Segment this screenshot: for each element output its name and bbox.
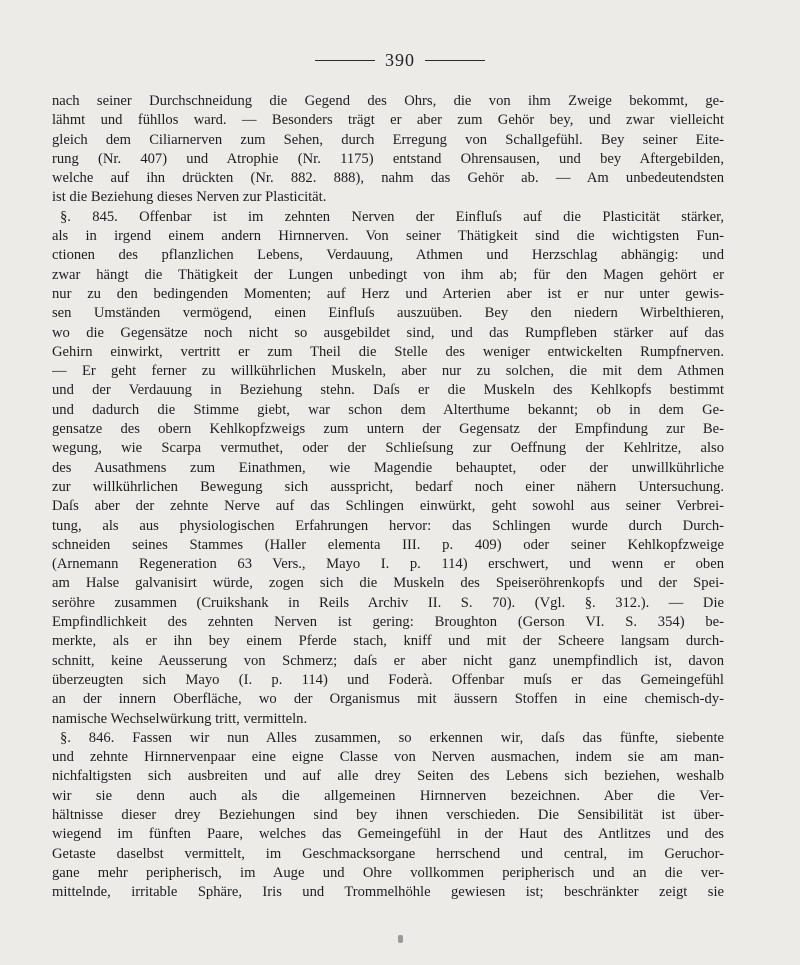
text-line: und dadurch die Stimme giebt, war schon dem Alterthume bekannt; ob in dem Ge- bbox=[52, 401, 724, 418]
text-line: tung, als aus physiologischen Erfahrungen hervor: das Schlingen wurde durch Durch- bbox=[52, 517, 724, 534]
text-line: — Er geht ferner zu willkührlichen Muskeln, aber nur zu solchen, die mit dem Athmen bbox=[52, 363, 724, 380]
text-line: wo die Gegensätze noch nicht so ausgebildet sind, und das Rumpfleben stärker auf das bbox=[52, 324, 724, 341]
text-line: wegung, wie Scarpa vermuthet, oder der Schlieſsung zur Oeffnung der Kehlritze, also bbox=[52, 440, 724, 457]
text-line: ctionen des pflanzlichen Lebens, Verdauung, Athmen und Herzschlag abhängig: und bbox=[52, 247, 724, 264]
page-header bbox=[0, 48, 800, 72]
text-line: mittelnde, irritable Sphäre, Iris und Trommelhöhle gewiesen ist; beschränkter zeigt sie bbox=[52, 884, 724, 901]
text-line: an der innern Oberfläche, wo der Organismus mit äussern Stoffen in eine chemisch-dy- bbox=[52, 691, 724, 708]
text-line: und zehnte Hirnnervenpaar eine eigne Classe von Nerven ausmachen, indem sie am man- bbox=[52, 749, 724, 766]
text-line: am Halse galvanisirt würde, zogen sich die Muskeln des Speiseröhrenkopfs und der Spei- bbox=[52, 575, 724, 592]
text-line: seröhre zusammen (Cruikshank in Reils Archiv II. S. 70). (Vgl. §. 312.). — Die bbox=[52, 594, 724, 611]
text-line: sen Umständen vermögend, einen Einfluſs auszuüben. Bey den niedern Wirbelthieren, bbox=[52, 305, 724, 322]
text-line: des Ausathmens zum Einathmen, wie Magendie behauptet, oder der unwillkührliche bbox=[52, 459, 724, 476]
text-line: nur zu den bedingenden Momenten; auf Herz und Arterien aber ist er nur unter gewis- bbox=[52, 285, 724, 302]
text-line: merkte, als er ihn bey einem Pferde stach, kniff und mit der Scheere langsam durch- bbox=[52, 633, 724, 650]
text-line: gleich dem Ciliarnerven zum Sehen, durch Erregung von Schallgefühl. Bey seiner Eite- bbox=[52, 131, 724, 148]
text-line: Gehirn einwirkt, vertritt er zum Theil die Stelle des weniger entwickelten Rumpfnerven. bbox=[52, 343, 724, 360]
text-line: nach seiner Durchschneidung die Gegend des Ohrs, die von ihm Zweige bekommt, ge- bbox=[52, 93, 724, 109]
text-line: und der Verdauung in Beziehung stehn. Daſs er die Muskeln des Kehlkopfs bestimmt bbox=[52, 382, 724, 399]
paragraph-845-start: §. 845. Offenbar ist im zehnten Nerven der Einfluſs auf die Plasticität stärker, bbox=[60, 208, 724, 225]
header-rule-right bbox=[425, 60, 485, 61]
text-line: wiegend im fünften Paare, welches das Gemeingefühl in der Haut des Antlitzes und des bbox=[52, 826, 724, 843]
page-number: 390 bbox=[385, 49, 415, 70]
text-line: überzeugten sich Mayo (I. p. 114) und Foderà. Offenbar muſs er das Gemeingefühl bbox=[52, 671, 724, 688]
text-line: wir sie denn auch als die allgemeinen Hirnnerven bezeichnen. Aber die Ver- bbox=[52, 787, 724, 804]
body-text bbox=[52, 92, 724, 902]
text-line: Daſs aber der zehnte Nerve auf das Schlingen einwürkt, geht sowohl aus seiner Verbrei- bbox=[52, 498, 724, 515]
text-line: lähmt und fühllos ward. — Besonders trägt er aber zum Gehör bey, und zwar vielleicht bbox=[52, 112, 724, 129]
text-line: gane mehr peripherisch, im Auge und Ohre vollkommen peripherisch und an die ver- bbox=[52, 864, 724, 881]
text-line: (Arnemann Regeneration 63 Vers., Mayo I. p. 114) erschwert, und wenn er oben bbox=[52, 556, 724, 573]
text-line: gensatze des obern Kehlkopfzweigs zum untern der Gegensatz der Empfindung zur Be- bbox=[52, 421, 724, 438]
text-line: welche auf ihn drückten (Nr. 882. 888), nahm das Gehör ab. — Am unbedeutendsten bbox=[52, 170, 724, 187]
text-line: rung (Nr. 407) und Atrophie (Nr. 1175) entstand Ohrensausen, und bey Aftergebilden, bbox=[52, 150, 724, 167]
text-line: hältnisse dieser drey Beziehungen sind bey ihnen verschieden. Die Sensibilität ist über- bbox=[52, 806, 724, 823]
paragraph-846-start: §. 846. Fassen wir nun Alles zusammen, so erkennen wir, daſs das fünfte, siebente bbox=[60, 729, 724, 746]
header-rule-left bbox=[315, 60, 375, 61]
text-line: schnitt, keine Aeusserung von Schmerz; daſs er aber nicht ganz unempfindlich ist, davon bbox=[52, 652, 724, 669]
text-line: ist die Beziehung dieses Nerven zur Plasticität. bbox=[52, 189, 327, 206]
text-line: namische Wechselwürkung tritt, vermitteln. bbox=[52, 710, 308, 727]
text-line: zur willkührlichen Bewegung sich ausspricht, bedarf noch einer nähern Untersuchung. bbox=[52, 478, 724, 495]
text-line: Empfindlichkeit des zehnten Nerven ist gering: Broughton (Gerson VI. S. 354) be- bbox=[52, 614, 724, 631]
text-line: als in irgend einem andern Hirnnerven. Von seiner Thätigkeit sind die wichtigsten Fun- bbox=[52, 228, 724, 245]
text-line: Getaste daselbst vermittelt, im Geschmacksorgane herrschend und central, im Geruchor- bbox=[52, 845, 724, 862]
text-line: nichfaltigsten sich ausbreiten und auf alle drey Seiten des Lebens sich beziehen, weshalb bbox=[52, 768, 724, 785]
page-smudge-mark bbox=[398, 935, 403, 943]
text-line: schneiden seines Stammes (Haller elementa III. p. 409) oder seiner Kehlkopfzweige bbox=[52, 536, 724, 553]
text-line: zwar hängt die Thätigkeit der Lungen unbedingt von ihm ab; für den Magen gehört er bbox=[52, 266, 724, 283]
